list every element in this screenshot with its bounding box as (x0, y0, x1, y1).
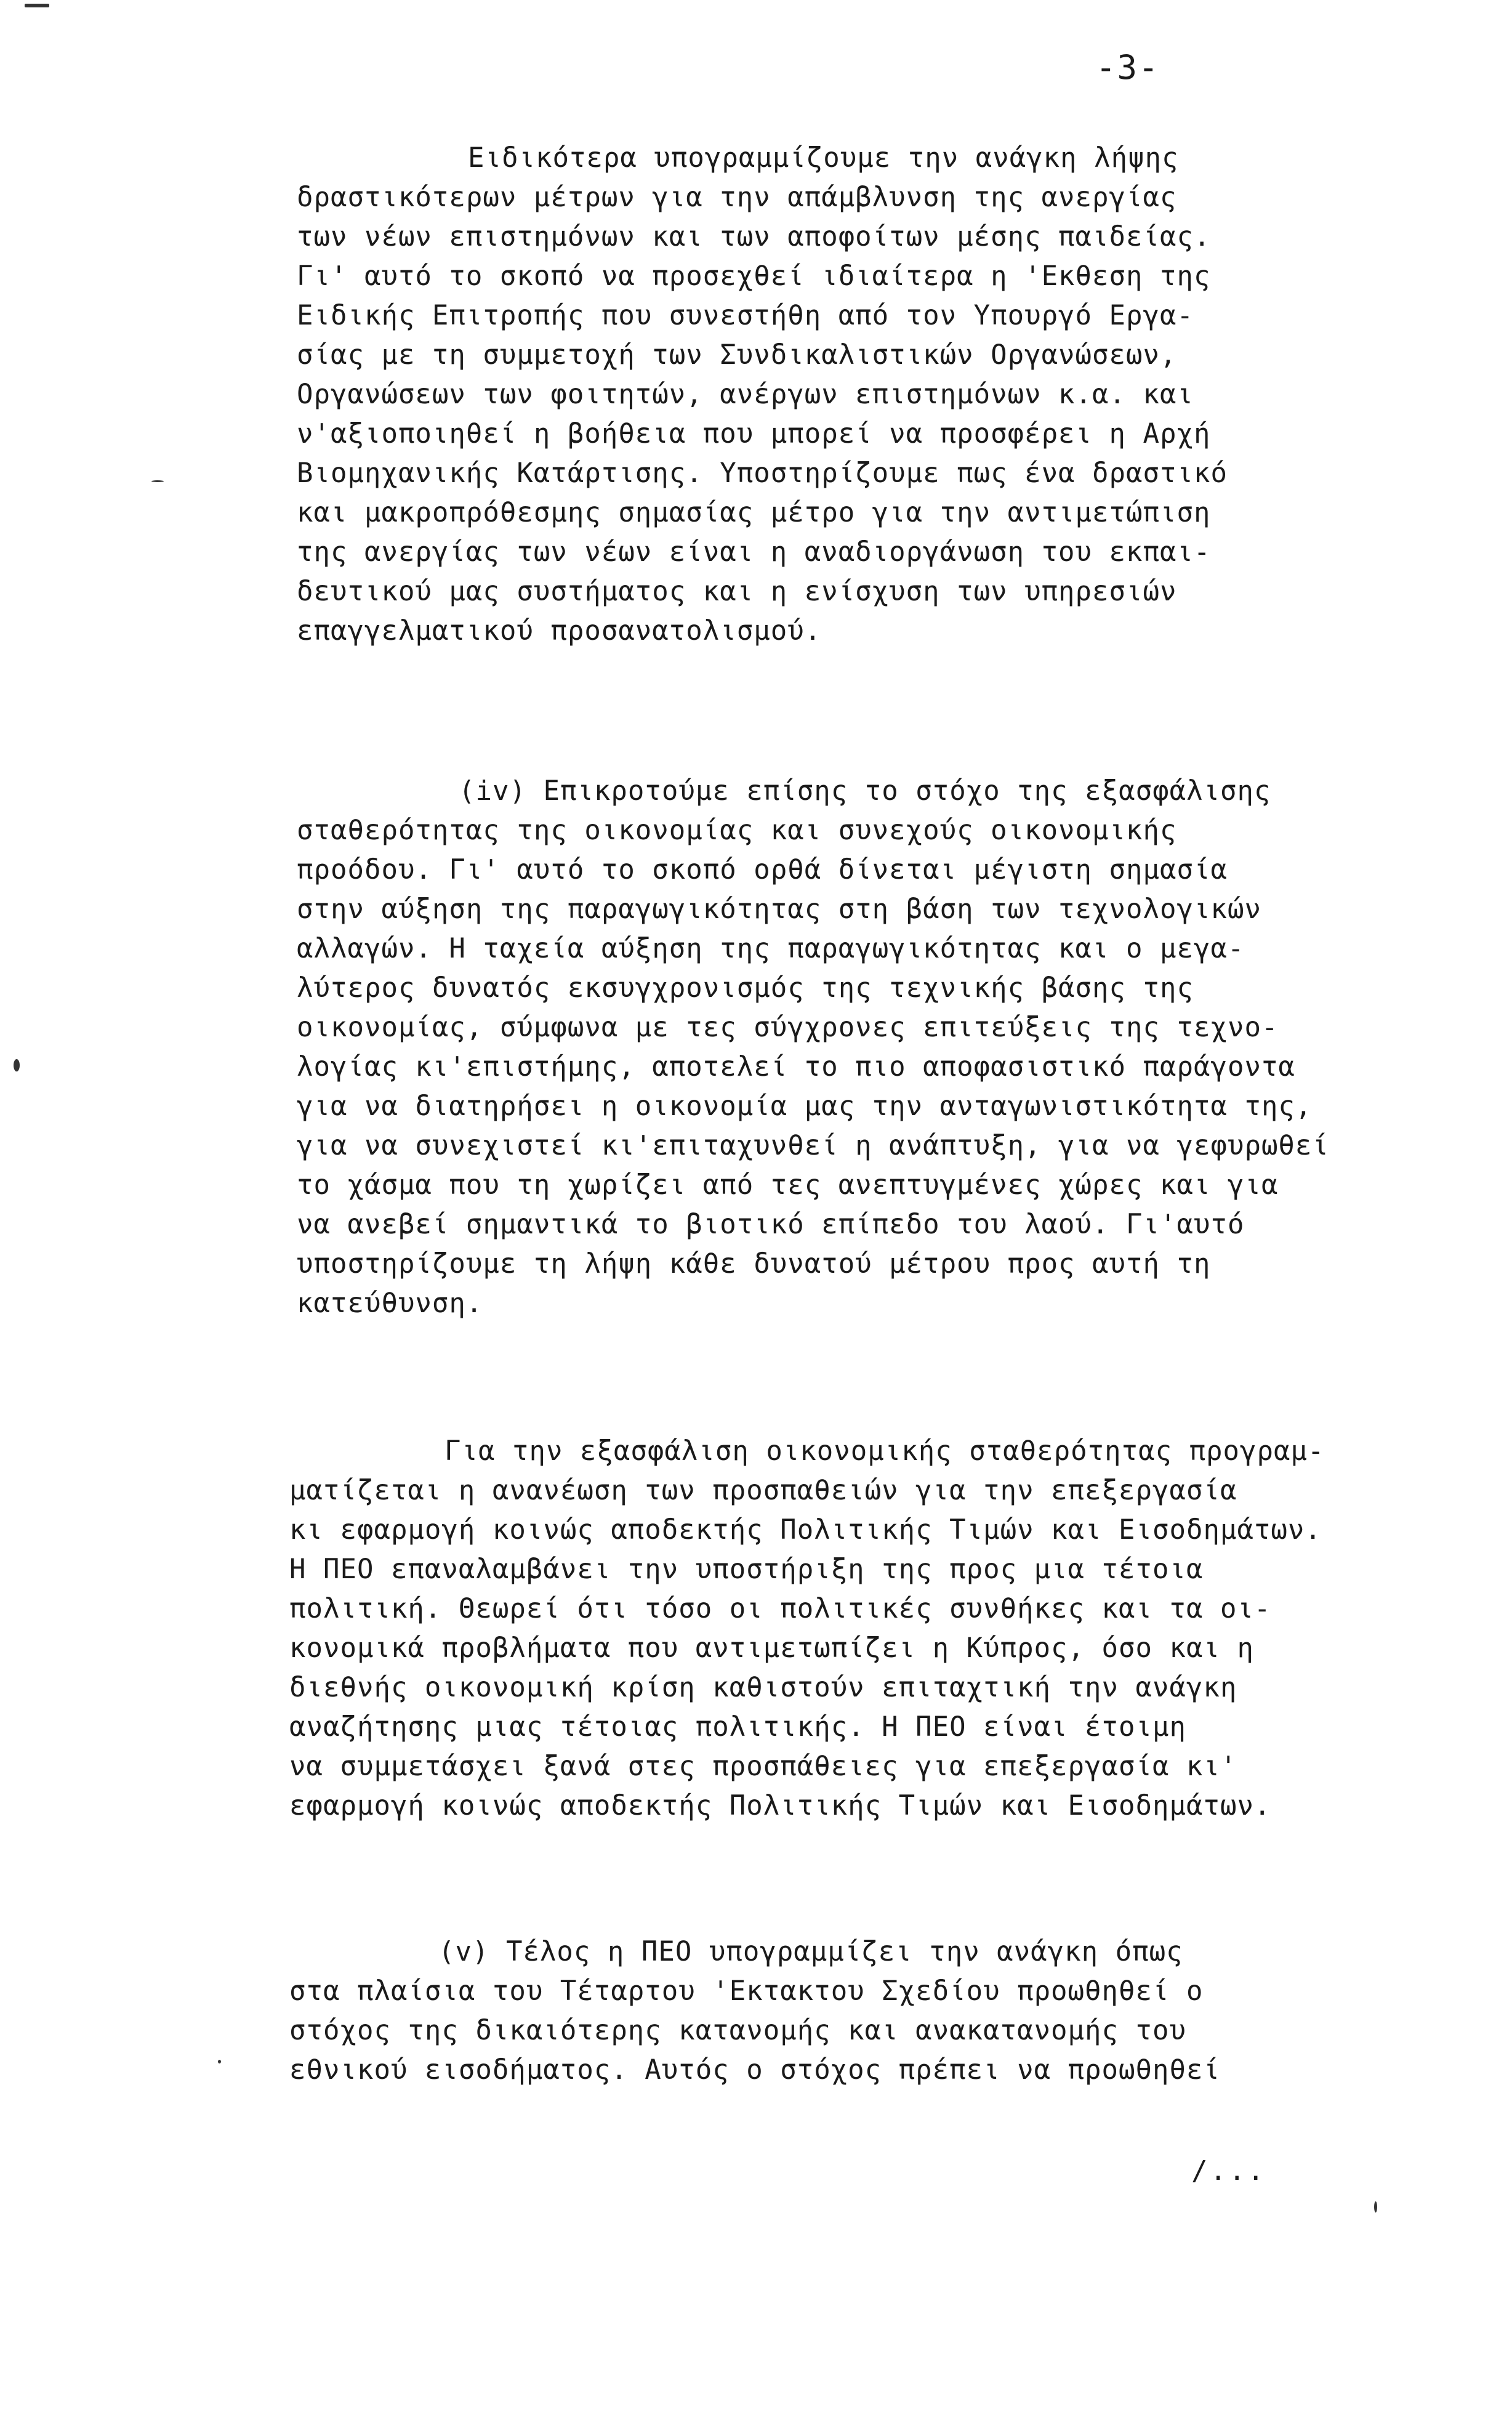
page-number: -3- (1096, 48, 1160, 87)
text-line: κονομικά προβλήματα που αντιμετωπίζει η Κύπρος, όσο και η (289, 1632, 1254, 1664)
paragraph-4 (0, 1932, 1220, 2090)
text-line: στόχος της δικαιότερης κατανομής και ανακατανομής του (289, 2015, 1186, 2046)
text-line: αλλαγών. Η ταχεία αύξηση της παραγωγικότητας και ο μεγα- (297, 933, 1245, 964)
text-line: και μακροπρόθεσμης σημασίας μέτρο για την αντιμετώπιση (297, 497, 1211, 528)
text-line: οικονομίας, σύμφωνα με τες σύγχρονες επιτεύξεις της τεχνο- (297, 1012, 1279, 1043)
text-line: σταθερότητας της οικονομίας και συνεχούς οικονομικής (297, 815, 1177, 846)
scan-speck (218, 2060, 221, 2063)
text-line: διεθνής οικονομική κρίση καθιστούν επιταχτική την ανάγκη (289, 1672, 1237, 1703)
text-line: Ειδικότερα υπογραμμίζουμε την ανάγκη λήψης (468, 142, 1179, 174)
text-line: κι εφαρμογή κοινώς αποδεκτής Πολιτικής Τιμών και Εισοδημάτων. (289, 1514, 1322, 1546)
text-line: (v) Τέλος η ΠΕΟ υπογραμμίζει την ανάγκη όπως (438, 1936, 1183, 1967)
text-line: ν'αξιοποιηθεί η βοήθεια που μπορεί να προσφέρει η Αρχή (297, 418, 1211, 450)
text-line: να ανεβεί σημαντικά το βιοτικό επίπεδο του λαού. Γι'αυτό (297, 1209, 1245, 1240)
text-line: κατεύθυνση. (297, 1288, 483, 1319)
text-line: λογίας κι'επιστήμης, αποτελεί το πιο αποφασιστικό παράγοντα (297, 1051, 1295, 1083)
text-line: Γι' αυτό το σκοπό να προσεχθεί ιδιαίτερα η 'Εκθεση της (297, 260, 1211, 292)
text-line: επαγγελματικού προσανατολισμού. (297, 615, 822, 647)
text-line: των νέων επιστημόνων και των αποφοίτων μέσης παιδείας. (297, 221, 1211, 252)
text-line: στην αύξηση της παραγωγικότητας στη βάση των τεχνολογικών (297, 893, 1261, 925)
text-line: της ανεργίας των νέων είναι η αναδιοργάνωση του εκπαι- (297, 536, 1211, 568)
text-line: προόδου. Γι' αυτό το σκοπό ορθά δίνεται μέγιστη σημασία (297, 854, 1228, 885)
scan-speck (151, 480, 164, 482)
continuation-mark: /... (1191, 2155, 1266, 2187)
scan-speck (1374, 2201, 1377, 2212)
paragraph-2 (0, 772, 1329, 1323)
text-line: υποστηρίζουμε τη λήψη κάθε δυνατού μέτρου προς αυτή τη (297, 1248, 1211, 1280)
scan-speck (25, 4, 49, 7)
text-line: Βιομηχανικής Κατάρτισης. Υποστηρίζουμε πως ένα δραστικό (297, 458, 1228, 489)
text-line: Η ΠΕΟ επαναλαμβάνει την υποστήριξη της προς μια τέτοια (289, 1554, 1204, 1585)
text-line: ματίζεται η ανανέωση των προσπαθειών για την επεξεργασία (289, 1475, 1237, 1506)
text-line: Ειδικής Επιτροπής που συνεστήθη από τον Υπουργό Εργα- (297, 300, 1194, 331)
text-line: το χάσμα που τη χωρίζει από τες ανεπτυγμένες χώρες και για (297, 1169, 1279, 1201)
text-line: δευτικού μας συστήματος και η ενίσχυση των υπηρεσιών (297, 576, 1177, 607)
text-line: για να συνεχιστεί κι'επιταχυνθεί η ανάπτυξη, για να γεφυρωθεί (297, 1130, 1329, 1161)
paragraph-3 (0, 1432, 1325, 1826)
text-line: στα πλαίσια του Τέταρτου 'Εκτακτου Σχεδίου προωθηθεί ο (289, 1975, 1204, 2007)
text-line: σίας με τη συμμετοχή των Συνδικαλιστικών Οργανώσεων, (297, 339, 1177, 371)
text-line: αναζήτησης μιας τέτοιας πολιτικής. Η ΠΕΟ είναι έτοιμη (289, 1711, 1186, 1743)
paragraph-1 (0, 139, 1228, 651)
text-line: Για την εξασφάλιση οικονομικής σταθερότητας προγραμ- (444, 1435, 1325, 1467)
text-line: λύτερος δυνατός εκσυγχρονισμός της τεχνικής βάσης της (297, 972, 1194, 1004)
text-line: για να διατηρήσει η οικονομία μας την ανταγωνιστικότητα της, (297, 1091, 1313, 1122)
scan-speck (14, 1059, 20, 1071)
text-line: πολιτική. Θεωρεί ότι τόσο οι πολιτικές συνθήκες και τα οι- (289, 1593, 1271, 1624)
text-line: εθνικού εισοδήματος. Αυτός ο στόχος πρέπει να προωθηθεί (289, 2054, 1220, 2086)
text-line: να συμμετάσχει ξανά στες προσπάθειες για επεξεργασία κι' (289, 1751, 1237, 1782)
text-line: δραστικότερων μέτρων για την απάμβλυνση της ανεργίας (297, 182, 1177, 213)
text-line: Οργανώσεων των φοιτητών, ανέργων επιστημόνων κ.α. και (297, 379, 1194, 410)
text-line: (iv) Επικροτούμε επίσης το στόχο της εξασφάλισης (459, 775, 1271, 807)
text-line: εφαρμογή κοινώς αποδεκτής Πολιτικής Τιμών και Εισοδημάτων. (289, 1790, 1271, 1821)
